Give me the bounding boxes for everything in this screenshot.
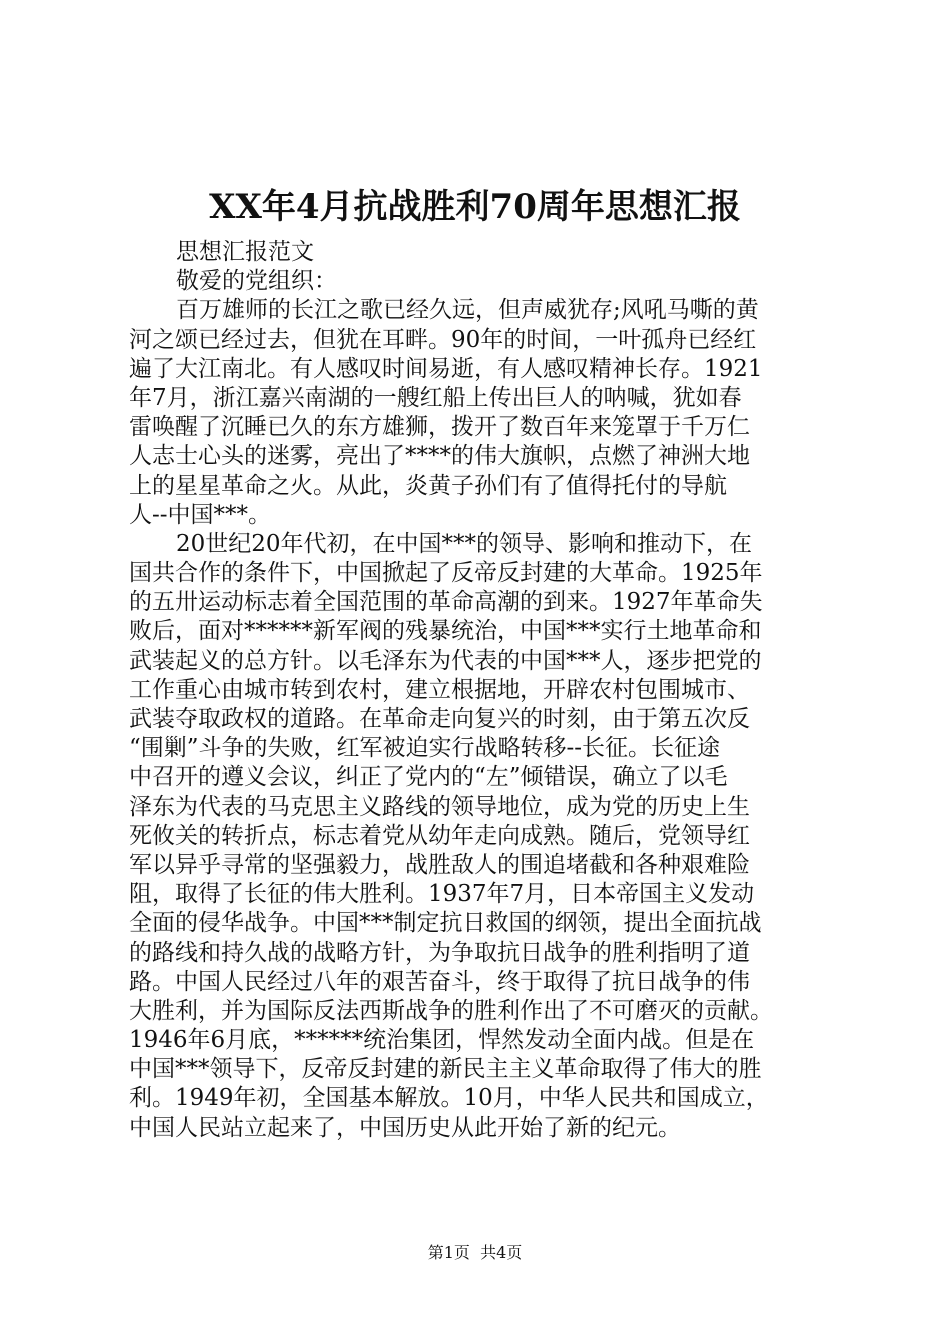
body-line: 遍了大江南北。有人感叹时间易逝，有人感叹精神长存。1921 <box>129 355 763 382</box>
body-line: “围剿”斗争的失败，红军被迫实行战略转移--长征。长征途 <box>129 735 721 762</box>
body-line: 国共合作的条件下，中国掀起了反帝反封建的大革命。1925年 <box>129 560 763 587</box>
body-line: 败后，面对******新军阀的残暴统治，中国***实行土地革命和 <box>129 618 762 645</box>
page-footer: 第1页 共4页 <box>427 1243 523 1262</box>
body-line: 武装夺取政权的道路。在革命走向复兴的时刻，由于第五次反 <box>129 706 750 732</box>
document-title: XX年4月抗战胜利70周年思想汇报 <box>209 187 741 227</box>
body-line: 中国人民站立起来了，中国历史从此开始了新的纪元。 <box>129 1114 681 1141</box>
body-line: 河之颂已经过去，但犹在耳畔。90年的时间，一叶孤舟已经红 <box>129 326 757 353</box>
body-line: 军以异乎寻常的坚强毅力，战胜敌人的围追堵截和各种艰难险 <box>129 851 750 878</box>
body-line: 泽东为代表的马克思主义路线的领导地位，成为党的历史上生 <box>129 793 750 820</box>
body-line: 武装起义的总方针。以毛泽东为代表的中国***人，逐步把党的 <box>129 647 762 674</box>
body-line: 人--中国***。 <box>129 501 272 528</box>
body-line: 20世纪20年代初，在中国***的领导、影响和推动下，在 <box>176 530 753 557</box>
body-line: 思想汇报范文 <box>176 239 314 265</box>
body-line: 工作重心由城市转到农村，建立根据地，开辟农村包围城市、 <box>129 676 750 703</box>
body-line: 上的星星革命之火。从此，炎黄子孙们有了值得托付的导航 <box>129 472 727 499</box>
body-line: 大胜利，并为国际反法西斯战争的胜利作出了不可磨灭的贡献。 <box>129 997 773 1024</box>
body-line: 人志士心头的迷雾，亮出了****的伟大旗帜，点燃了神洲大地 <box>129 443 750 470</box>
body-line: 的五卅运动标志着全国范围的革命高潮的到来。1927年革命失 <box>129 589 763 616</box>
body-line: 百万雄师的长江之歌已经久远，但声威犹存;风吼马嘶的黄 <box>176 297 759 324</box>
body-line: 路。中国人民经过八年的艰苦奋斗，终于取得了抗日战争的伟 <box>129 968 750 995</box>
body-line: 中召开的遵义会议，纠正了党内的“左”倾错误，确立了以毛 <box>129 764 728 791</box>
body-line: 1946年6月底，******统治集团，悍然发动全面内战。但是在 <box>129 1027 755 1054</box>
document-body <box>129 238 834 1143</box>
body-line: 中国***领导下，反帝反封建的新民主主义革命取得了伟大的胜 <box>129 1056 762 1083</box>
body-line: 全面的侵华战争。中国***制定抗日救国的纲领，提出全面抗战 <box>129 910 762 937</box>
body-line: 死攸关的转折点，标志着党从幼年走向成熟。随后，党领导红 <box>129 822 750 849</box>
body-line: 年7月，浙江嘉兴南湖的一艘红船上传出巨人的呐喊，犹如春 <box>129 384 742 411</box>
body-line: 敬爱的党组织： <box>176 268 337 295</box>
body-line: 阻，取得了长征的伟大胜利。1937年7月，日本帝国主义发动 <box>129 881 755 908</box>
body-line: 雷唤醒了沉睡已久的东方雄狮，拨开了数百年来笼罩于千万仁 <box>129 414 750 441</box>
body-line: 利。1949年初，全国基本解放。10月，中华人民共和国成立， <box>129 1085 769 1112</box>
body-line: 的路线和持久战的战略方针，为争取抗日战争的胜利指明了道 <box>129 939 750 966</box>
